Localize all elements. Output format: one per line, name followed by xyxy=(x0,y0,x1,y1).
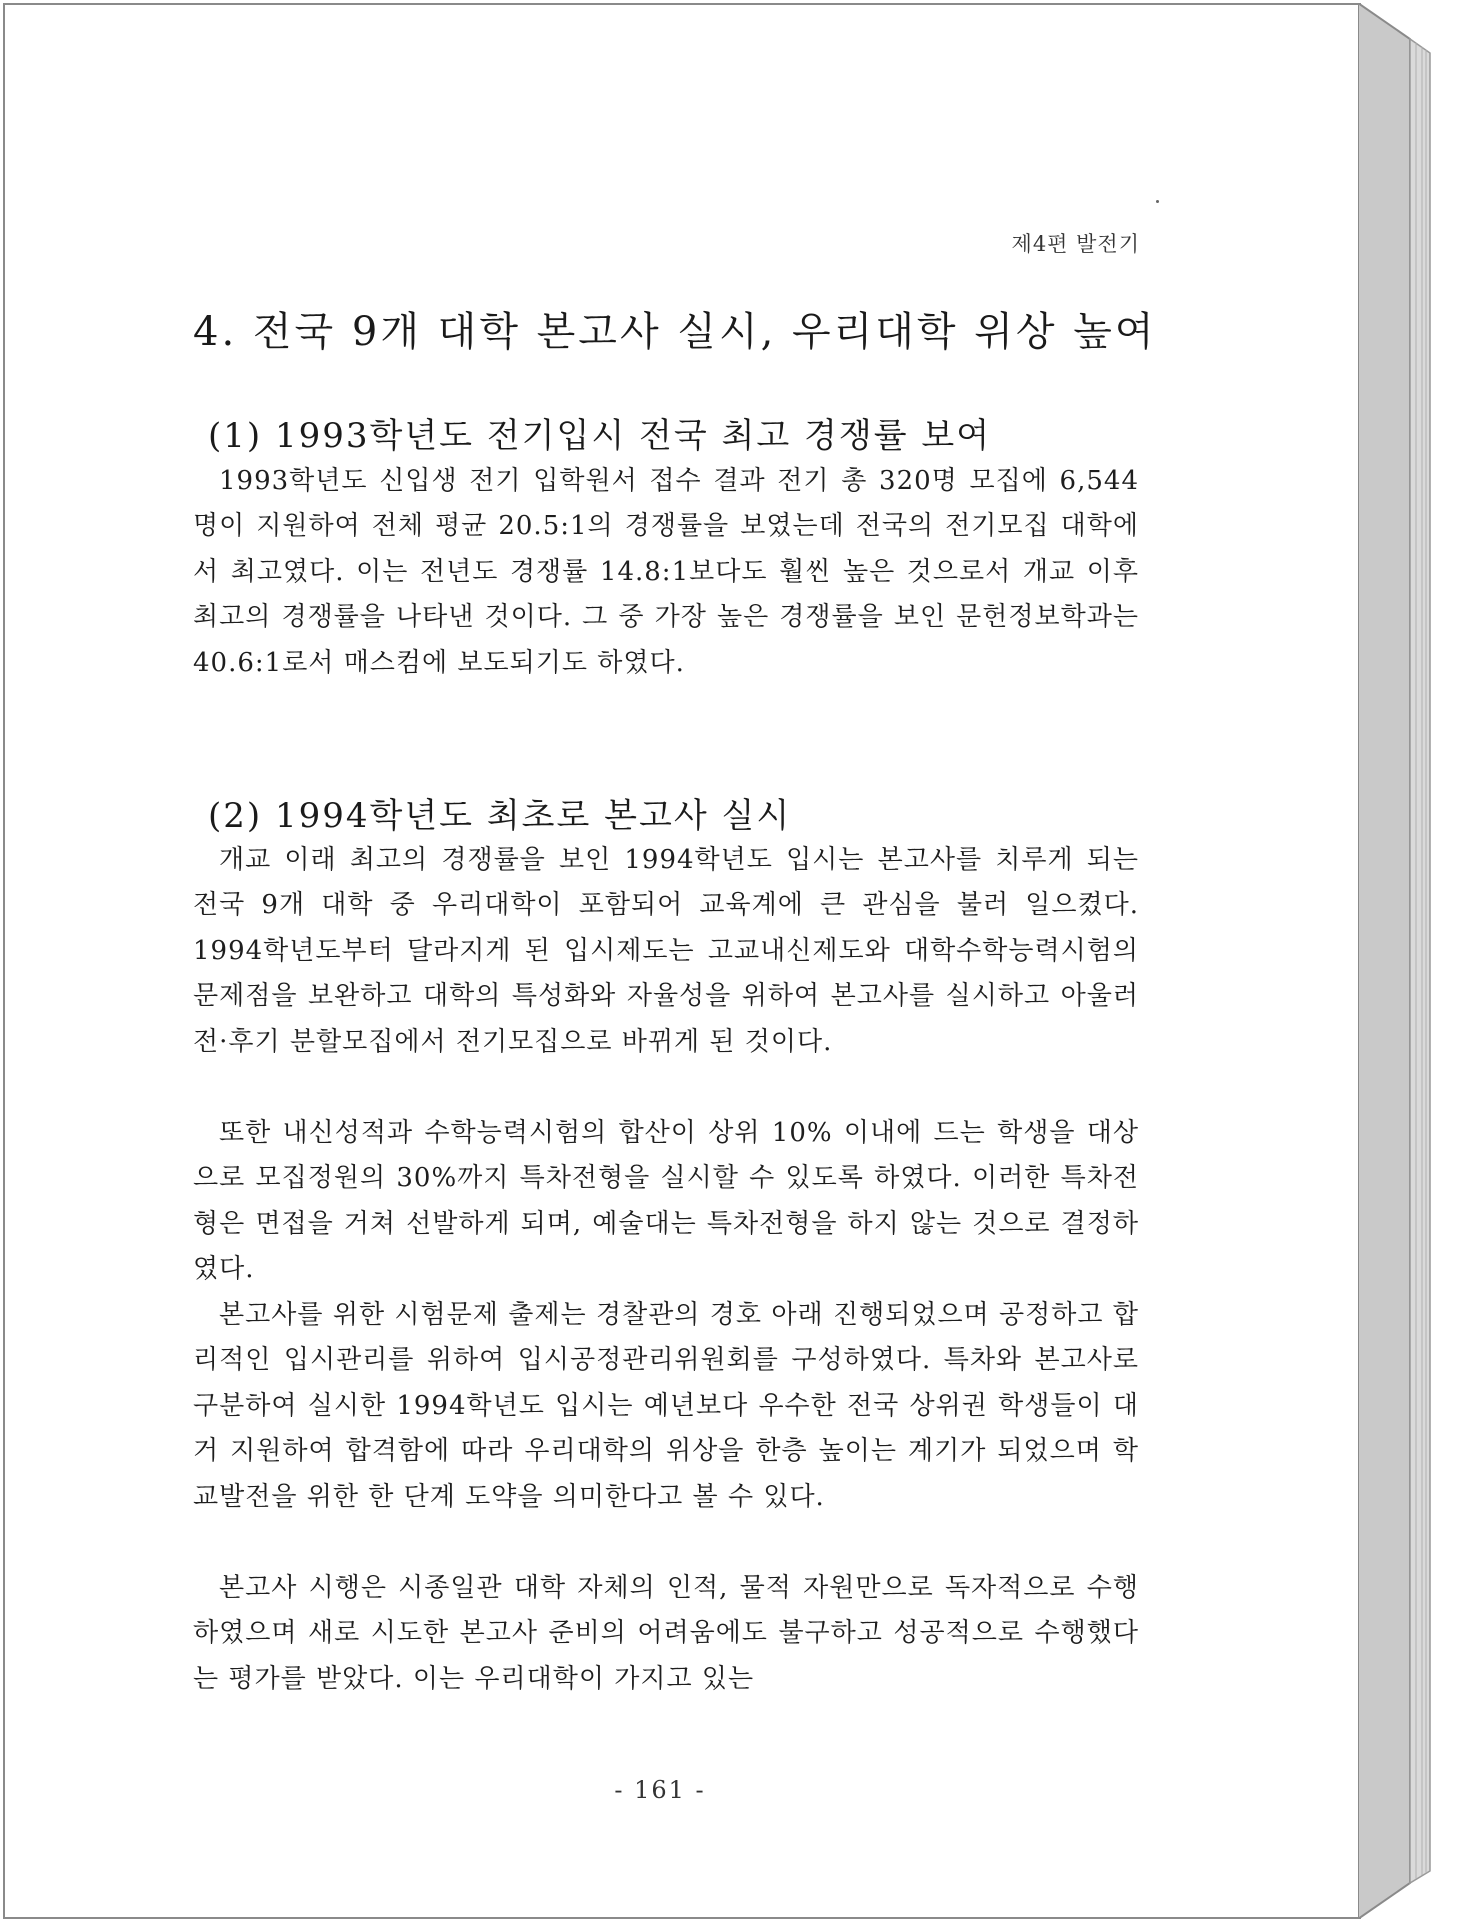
section-heading-1: (1) 1993학년도 전기입시 전국 최고 경쟁률 보여 xyxy=(208,416,992,456)
paragraph: 개교 이래 최고의 경쟁률을 보인 1994학년도 입시는 본고사를 치루게 되는 전국 9개 대학 중 우리대학이 포함되어 교육계에 큰 관심을 불러 일으켰다. 1994학년도부터 달라지게 된 입시제도는 고교내신제도와 대학수학능력시험의 문제점을 보완하고 대학의 특성화와 자율성을 위하여 본고사를 실시하고 아울러 전·후기 분할모집에서 전기모집으로 바뀌게 된 것이다. xyxy=(193,845,1139,1057)
section-heading-2: (2) 1994학년도 최초로 본고사 실시 xyxy=(208,796,792,836)
running-head: 제4편 발전기 xyxy=(1011,232,1140,256)
scan-speck xyxy=(1156,200,1159,203)
chapter-title: 4. 전국 9개 대학 본고사 실시, 우리대학 위상 높여 xyxy=(193,309,1157,355)
paragraph: 또한 내신성적과 수학능력시험의 합산이 상위 10% 이내에 드는 학생을 대상으로 모집정원의 30%까지 특차전형을 실시할 수 있도록 하였다. 이러한 특차전형은 면접을 거쳐 선발하게 되며, 예술대는 특차전형을 하지 않는 것으로 결정하였다. xyxy=(193,1118,1139,1285)
paragraph: 본고사를 위한 시험문제 출제는 경찰관의 경호 아래 진행되었으며 공정하고 합리적인 입시관리를 위하여 입시공정관리위원회를 구성하였다. 특차와 본고사로 구분하여 실시한 1994학년도 입시는 예년보다 우수한 전국 상위권 학생들이 대거 지원하여 합격함에 따라 우리대학의 위상을 한층 높이는 계기가 되었으며 학교발전을 위한 한 단계 도약을 의미한다고 볼 수 있다. xyxy=(193,1300,1139,1512)
paragraph: 1993학년도 신입생 전기 입학원서 접수 결과 전기 총 320명 모집에 6,544명이 지원하여 전체 평균 20.5:1의 경쟁률을 보였는데 전국의 전기모집 대학에서 최고였다. 이는 전년도 경쟁률 14.8:1보다도 훨씬 높은 것으로서 개교 이후 최고의 경쟁률을 나타낸 것이다. 그 중 가장 높은 경쟁률을 보인 문헌정보학과는 40.6:1로서 매스컴에 보도되기도 하였다. xyxy=(193,466,1139,678)
page-number: - 161 - xyxy=(614,1776,706,1804)
paragraph: 본고사 시행은 시종일관 대학 자체의 인적, 물적 자원만으로 독자적으로 수행하였으며 새로 시도한 본고사 준비의 어려움에도 불구하고 성공적으로 수행했다는 평가를 받았다. 이는 우리대학이 가지고 있는 xyxy=(193,1573,1139,1694)
page-stack-edge xyxy=(1358,3,1466,1919)
